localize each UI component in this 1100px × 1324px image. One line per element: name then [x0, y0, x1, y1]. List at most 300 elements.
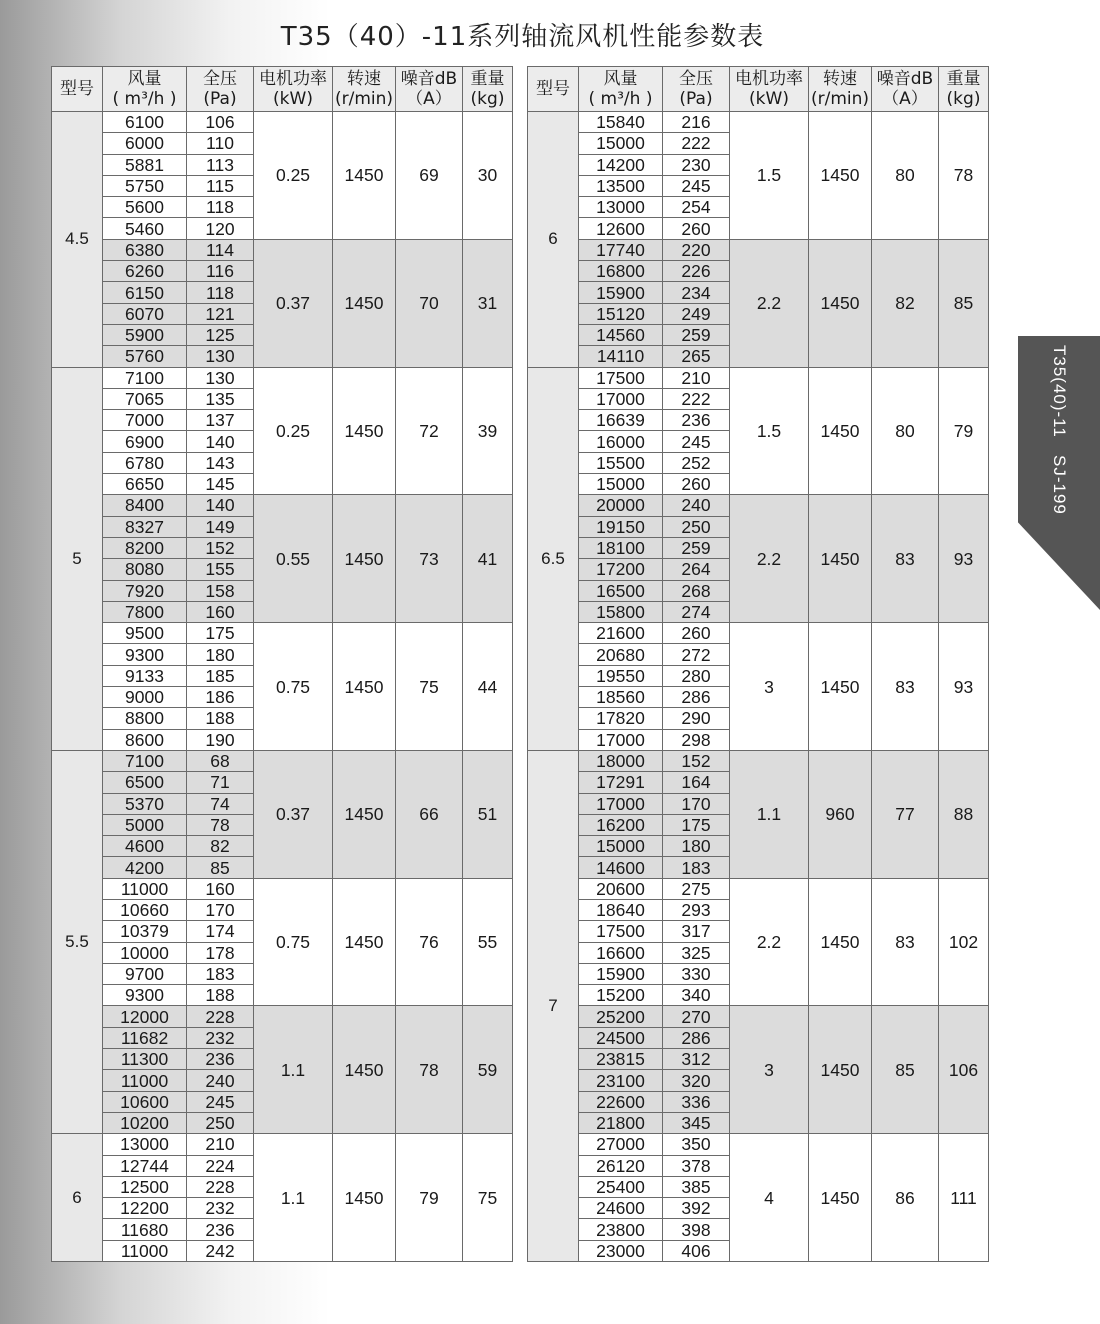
airflow-cell: 20600: [579, 878, 663, 899]
airflow-cell: 11000: [103, 1070, 187, 1091]
pressure-cell: 118: [187, 197, 254, 218]
airflow-cell: 25400: [579, 1176, 663, 1197]
table-row: [52, 239, 513, 260]
airflow-cell: 15500: [579, 452, 663, 473]
airflow-cell: 17500: [579, 921, 663, 942]
pressure-cell: 232: [187, 1198, 254, 1219]
pressure-cell: 272: [663, 644, 730, 665]
weight-cell: 106: [939, 1006, 989, 1134]
table-row: [52, 112, 513, 133]
pressure-cell: 68: [187, 750, 254, 771]
airflow-cell: 17740: [579, 239, 663, 260]
power-cell: 3: [730, 1006, 809, 1134]
airflow-cell: 18100: [579, 537, 663, 558]
airflow-cell: 15900: [579, 282, 663, 303]
power-cell: 1.5: [730, 112, 809, 240]
airflow-cell: 14110: [579, 346, 663, 367]
pressure-cell: 114: [187, 239, 254, 260]
weight-cell: 30: [463, 112, 513, 240]
pressure-cell: 250: [187, 1112, 254, 1133]
airflow-cell: 10379: [103, 921, 187, 942]
airflow-cell: 24500: [579, 1027, 663, 1048]
power-cell: 1.5: [730, 367, 809, 495]
airflow-cell: 11300: [103, 1049, 187, 1070]
pressure-cell: 298: [663, 729, 730, 750]
pressure-cell: 228: [187, 1006, 254, 1027]
airflow-cell: 5600: [103, 197, 187, 218]
airflow-cell: 16500: [579, 580, 663, 601]
noise-cell: 82: [872, 239, 939, 367]
pressure-cell: 116: [187, 261, 254, 282]
airflow-cell: 6900: [103, 431, 187, 452]
pressure-cell: 264: [663, 559, 730, 580]
pressure-cell: 143: [187, 452, 254, 473]
power-cell: 3: [730, 623, 809, 751]
airflow-cell: 15000: [579, 474, 663, 495]
pressure-cell: 222: [663, 388, 730, 409]
weight-cell: 93: [939, 495, 989, 623]
pressure-cell: 259: [663, 324, 730, 345]
pressure-cell: 183: [187, 963, 254, 984]
pressure-cell: 152: [663, 750, 730, 771]
pressure-cell: 378: [663, 1155, 730, 1176]
airflow-cell: 13500: [579, 175, 663, 196]
airflow-cell: 6500: [103, 772, 187, 793]
airflow-cell: 7000: [103, 410, 187, 431]
speed-cell: 1450: [333, 367, 396, 495]
airflow-cell: 5760: [103, 346, 187, 367]
table-row: [528, 623, 989, 644]
speed-cell: 1450: [333, 112, 396, 240]
airflow-cell: 16600: [579, 942, 663, 963]
airflow-cell: 6380: [103, 239, 187, 260]
airflow-cell: 12000: [103, 1006, 187, 1027]
airflow-cell: 21600: [579, 623, 663, 644]
airflow-cell: 22600: [579, 1091, 663, 1112]
pressure-cell: 226: [663, 261, 730, 282]
airflow-cell: 7100: [103, 750, 187, 771]
weight-cell: 51: [463, 750, 513, 878]
airflow-cell: 23100: [579, 1070, 663, 1091]
airflow-cell: 8600: [103, 729, 187, 750]
airflow-cell: 25200: [579, 1006, 663, 1027]
speed-cell: 1450: [333, 1134, 396, 1262]
airflow-cell: 17500: [579, 367, 663, 388]
pressure-cell: 175: [187, 623, 254, 644]
pressure-cell: 158: [187, 580, 254, 601]
airflow-cell: 17000: [579, 388, 663, 409]
pressure-cell: 118: [187, 282, 254, 303]
model-cell: 5: [52, 367, 103, 750]
airflow-cell: 18640: [579, 899, 663, 920]
power-cell: 0.37: [254, 239, 333, 367]
pressure-cell: 260: [663, 623, 730, 644]
pressure-cell: 228: [187, 1176, 254, 1197]
airflow-cell: 14200: [579, 154, 663, 175]
airflow-cell: 11682: [103, 1027, 187, 1048]
airflow-cell: 19150: [579, 516, 663, 537]
pressure-cell: 254: [663, 197, 730, 218]
airflow-cell: 9700: [103, 963, 187, 984]
table-row: [52, 878, 513, 899]
airflow-cell: 10200: [103, 1112, 187, 1133]
pressure-cell: 140: [187, 431, 254, 452]
noise-cell: 76: [396, 878, 463, 1006]
airflow-cell: 8327: [103, 516, 187, 537]
weight-cell: 111: [939, 1134, 989, 1262]
weight-cell: 85: [939, 239, 989, 367]
speed-cell: 1450: [809, 495, 872, 623]
header-airflow: 风量 ( m³/h ): [579, 67, 663, 112]
header-model: 型号: [528, 67, 579, 112]
pressure-cell: 152: [187, 537, 254, 558]
pressure-cell: 234: [663, 282, 730, 303]
power-cell: 0.25: [254, 367, 333, 495]
fan-spec-table-right: [527, 66, 989, 1262]
noise-cell: 66: [396, 750, 463, 878]
airflow-cell: 4200: [103, 857, 187, 878]
pressure-cell: 174: [187, 921, 254, 942]
pressure-cell: 230: [663, 154, 730, 175]
table-row: [528, 1134, 989, 1155]
airflow-cell: 16000: [579, 431, 663, 452]
header-weight: 重量 (kg): [463, 67, 513, 112]
airflow-cell: 16800: [579, 261, 663, 282]
pressure-cell: 78: [187, 814, 254, 835]
pressure-cell: 260: [663, 474, 730, 495]
speed-cell: 1450: [333, 878, 396, 1006]
airflow-cell: 4600: [103, 836, 187, 857]
pressure-cell: 120: [187, 218, 254, 239]
table-row: [528, 367, 989, 388]
pressure-cell: 236: [187, 1049, 254, 1070]
speed-cell: 1450: [809, 112, 872, 240]
airflow-cell: 9000: [103, 687, 187, 708]
airflow-cell: 23000: [579, 1240, 663, 1261]
table-row: [52, 1006, 513, 1027]
weight-cell: 93: [939, 623, 989, 751]
airflow-cell: 12744: [103, 1155, 187, 1176]
noise-cell: 79: [396, 1134, 463, 1262]
table-row: [528, 750, 989, 771]
power-cell: 2.2: [730, 495, 809, 623]
pressure-cell: 245: [663, 431, 730, 452]
table-row: [52, 1134, 513, 1155]
pressure-cell: 320: [663, 1070, 730, 1091]
speed-cell: 1450: [333, 495, 396, 623]
weight-cell: 78: [939, 112, 989, 240]
table-row: [52, 750, 513, 771]
airflow-cell: 17000: [579, 729, 663, 750]
pressure-cell: 274: [663, 601, 730, 622]
pressure-cell: 336: [663, 1091, 730, 1112]
pressure-cell: 140: [187, 495, 254, 516]
pressure-cell: 190: [187, 729, 254, 750]
pressure-cell: 164: [663, 772, 730, 793]
airflow-cell: 5900: [103, 324, 187, 345]
power-cell: 4: [730, 1134, 809, 1262]
pressure-cell: 170: [663, 793, 730, 814]
airflow-cell: 11680: [103, 1219, 187, 1240]
pressure-cell: 188: [187, 985, 254, 1006]
pressure-cell: 178: [187, 942, 254, 963]
pressure-cell: 398: [663, 1219, 730, 1240]
airflow-cell: 8800: [103, 708, 187, 729]
pressure-cell: 115: [187, 175, 254, 196]
weight-cell: 88: [939, 750, 989, 878]
pressure-cell: 240: [663, 495, 730, 516]
model-cell: 7: [528, 750, 579, 1261]
airflow-cell: 16639: [579, 410, 663, 431]
noise-cell: 72: [396, 367, 463, 495]
airflow-cell: 7800: [103, 601, 187, 622]
pressure-cell: 71: [187, 772, 254, 793]
pressure-cell: 186: [187, 687, 254, 708]
table-row: [52, 623, 513, 644]
weight-cell: 39: [463, 367, 513, 495]
pressure-cell: 325: [663, 942, 730, 963]
airflow-cell: 15000: [579, 836, 663, 857]
pressure-cell: 345: [663, 1112, 730, 1133]
pressure-cell: 259: [663, 537, 730, 558]
pressure-cell: 350: [663, 1134, 730, 1155]
power-cell: 0.55: [254, 495, 333, 623]
fan-spec-table-left: [51, 66, 513, 1262]
pressure-cell: 232: [187, 1027, 254, 1048]
pressure-cell: 160: [187, 878, 254, 899]
airflow-cell: 6260: [103, 261, 187, 282]
pressure-cell: 245: [187, 1091, 254, 1112]
pressure-cell: 249: [663, 303, 730, 324]
pressure-cell: 268: [663, 580, 730, 601]
airflow-cell: 6070: [103, 303, 187, 324]
noise-cell: 77: [872, 750, 939, 878]
pressure-cell: 125: [187, 324, 254, 345]
pressure-cell: 188: [187, 708, 254, 729]
table-body-left: [52, 112, 513, 1262]
airflow-cell: 5370: [103, 793, 187, 814]
pressure-cell: 286: [663, 1027, 730, 1048]
header-airflow: 风量 ( m³/h ): [103, 67, 187, 112]
airflow-cell: 5460: [103, 218, 187, 239]
pressure-cell: 312: [663, 1049, 730, 1070]
model-cell: 6.5: [528, 367, 579, 750]
airflow-cell: 23800: [579, 1219, 663, 1240]
header-speed: 转速 (r/min): [809, 67, 872, 112]
pressure-cell: 392: [663, 1198, 730, 1219]
pressure-cell: 270: [663, 1006, 730, 1027]
airflow-cell: 15120: [579, 303, 663, 324]
airflow-cell: 17820: [579, 708, 663, 729]
pressure-cell: 137: [187, 410, 254, 431]
airflow-cell: 12500: [103, 1176, 187, 1197]
noise-cell: 80: [872, 112, 939, 240]
airflow-cell: 9500: [103, 623, 187, 644]
speed-cell: 1450: [809, 1134, 872, 1262]
airflow-cell: 26120: [579, 1155, 663, 1176]
pressure-cell: 293: [663, 899, 730, 920]
airflow-cell: 13000: [103, 1134, 187, 1155]
header-pressure: 全压 (Pa): [663, 67, 730, 112]
airflow-cell: 20680: [579, 644, 663, 665]
table-row: [528, 495, 989, 516]
power-cell: 0.75: [254, 878, 333, 1006]
table-row: [528, 878, 989, 899]
pressure-cell: 160: [187, 601, 254, 622]
table-row: [52, 495, 513, 516]
pressure-cell: 290: [663, 708, 730, 729]
weight-cell: 102: [939, 878, 989, 1006]
header-speed: 转速 (r/min): [333, 67, 396, 112]
airflow-cell: 18000: [579, 750, 663, 771]
pressure-cell: 220: [663, 239, 730, 260]
pressure-cell: 330: [663, 963, 730, 984]
airflow-cell: 27000: [579, 1134, 663, 1155]
pressure-cell: 210: [187, 1134, 254, 1155]
airflow-cell: 17200: [579, 559, 663, 580]
noise-cell: 69: [396, 112, 463, 240]
pressure-cell: 242: [187, 1240, 254, 1261]
speed-cell: 1450: [809, 1006, 872, 1134]
airflow-cell: 11000: [103, 1240, 187, 1261]
model-cell: 4.5: [52, 112, 103, 368]
pressure-cell: 180: [663, 836, 730, 857]
airflow-cell: 15200: [579, 985, 663, 1006]
airflow-cell: 11000: [103, 878, 187, 899]
pressure-cell: 135: [187, 388, 254, 409]
airflow-cell: 15840: [579, 112, 663, 133]
weight-cell: 59: [463, 1006, 513, 1134]
airflow-cell: 6000: [103, 133, 187, 154]
airflow-cell: 9300: [103, 985, 187, 1006]
airflow-cell: 6650: [103, 474, 187, 495]
airflow-cell: 6100: [103, 112, 187, 133]
pressure-cell: 121: [187, 303, 254, 324]
pressure-cell: 406: [663, 1240, 730, 1261]
pressure-cell: 275: [663, 878, 730, 899]
airflow-cell: 5750: [103, 175, 187, 196]
noise-cell: 70: [396, 239, 463, 367]
airflow-cell: 7100: [103, 367, 187, 388]
header-power: 电机功率 (kW): [254, 67, 333, 112]
noise-cell: 83: [872, 495, 939, 623]
pressure-cell: 280: [663, 665, 730, 686]
power-cell: 1.1: [254, 1006, 333, 1134]
header-pressure: 全压 (Pa): [187, 67, 254, 112]
pressure-cell: 250: [663, 516, 730, 537]
airflow-cell: 19550: [579, 665, 663, 686]
pressure-cell: 130: [187, 346, 254, 367]
pressure-cell: 216: [663, 112, 730, 133]
speed-cell: 1450: [809, 878, 872, 1006]
pressure-cell: 149: [187, 516, 254, 537]
airflow-cell: 10600: [103, 1091, 187, 1112]
speed-cell: 1450: [333, 750, 396, 878]
pressure-cell: 74: [187, 793, 254, 814]
pressure-cell: 185: [187, 665, 254, 686]
model-cell: 5.5: [52, 750, 103, 1133]
airflow-cell: 23815: [579, 1049, 663, 1070]
power-cell: 2.2: [730, 239, 809, 367]
pressure-cell: 385: [663, 1176, 730, 1197]
pressure-cell: 265: [663, 346, 730, 367]
header-noise: 噪音dB （A）: [396, 67, 463, 112]
airflow-cell: 5000: [103, 814, 187, 835]
airflow-cell: 7920: [103, 580, 187, 601]
airflow-cell: 6780: [103, 452, 187, 473]
airflow-cell: 9133: [103, 665, 187, 686]
airflow-cell: 10660: [103, 899, 187, 920]
airflow-cell: 14600: [579, 857, 663, 878]
airflow-cell: 13000: [579, 197, 663, 218]
pressure-cell: 222: [663, 133, 730, 154]
pressure-cell: 130: [187, 367, 254, 388]
airflow-cell: 24600: [579, 1198, 663, 1219]
pressure-cell: 286: [663, 687, 730, 708]
airflow-cell: 9300: [103, 644, 187, 665]
power-cell: 0.25: [254, 112, 333, 240]
header-noise: 噪音dB （A）: [872, 67, 939, 112]
airflow-cell: 8200: [103, 537, 187, 558]
noise-cell: 85: [872, 1006, 939, 1134]
pressure-cell: 180: [187, 644, 254, 665]
pressure-cell: 145: [187, 474, 254, 495]
pressure-cell: 252: [663, 452, 730, 473]
side-tab-label: T35(40)-11 SJ-199: [1050, 345, 1069, 515]
airflow-cell: 18560: [579, 687, 663, 708]
noise-cell: 86: [872, 1134, 939, 1262]
airflow-cell: 10000: [103, 942, 187, 963]
pressure-cell: 240: [187, 1070, 254, 1091]
pressure-cell: 317: [663, 921, 730, 942]
airflow-cell: 16200: [579, 814, 663, 835]
airflow-cell: 15800: [579, 601, 663, 622]
power-cell: 2.2: [730, 878, 809, 1006]
table-header-row: [52, 67, 513, 112]
airflow-cell: 5881: [103, 154, 187, 175]
weight-cell: 41: [463, 495, 513, 623]
table-body-right: [528, 112, 989, 1262]
speed-cell: 1450: [809, 623, 872, 751]
airflow-cell: 12600: [579, 218, 663, 239]
pressure-cell: 340: [663, 985, 730, 1006]
pressure-cell: 224: [187, 1155, 254, 1176]
weight-cell: 79: [939, 367, 989, 495]
header-weight: 重量 (kg): [939, 67, 989, 112]
pressure-cell: 260: [663, 218, 730, 239]
noise-cell: 78: [396, 1006, 463, 1134]
pressure-cell: 85: [187, 857, 254, 878]
airflow-cell: 12200: [103, 1198, 187, 1219]
power-cell: 1.1: [730, 750, 809, 878]
airflow-cell: 21800: [579, 1112, 663, 1133]
speed-cell: 1450: [809, 239, 872, 367]
document-title: T35（40）-11系列轴流风机性能参数表: [280, 22, 765, 52]
airflow-cell: 17291: [579, 772, 663, 793]
pressure-cell: 106: [187, 112, 254, 133]
airflow-cell: 14560: [579, 324, 663, 345]
weight-cell: 75: [463, 1134, 513, 1262]
power-cell: 0.37: [254, 750, 333, 878]
noise-cell: 80: [872, 367, 939, 495]
pressure-cell: 236: [187, 1219, 254, 1240]
speed-cell: 1450: [333, 239, 396, 367]
table-row: [528, 239, 989, 260]
header-model: 型号: [52, 67, 103, 112]
pressure-cell: 113: [187, 154, 254, 175]
pressure-cell: 175: [663, 814, 730, 835]
pressure-cell: 210: [663, 367, 730, 388]
